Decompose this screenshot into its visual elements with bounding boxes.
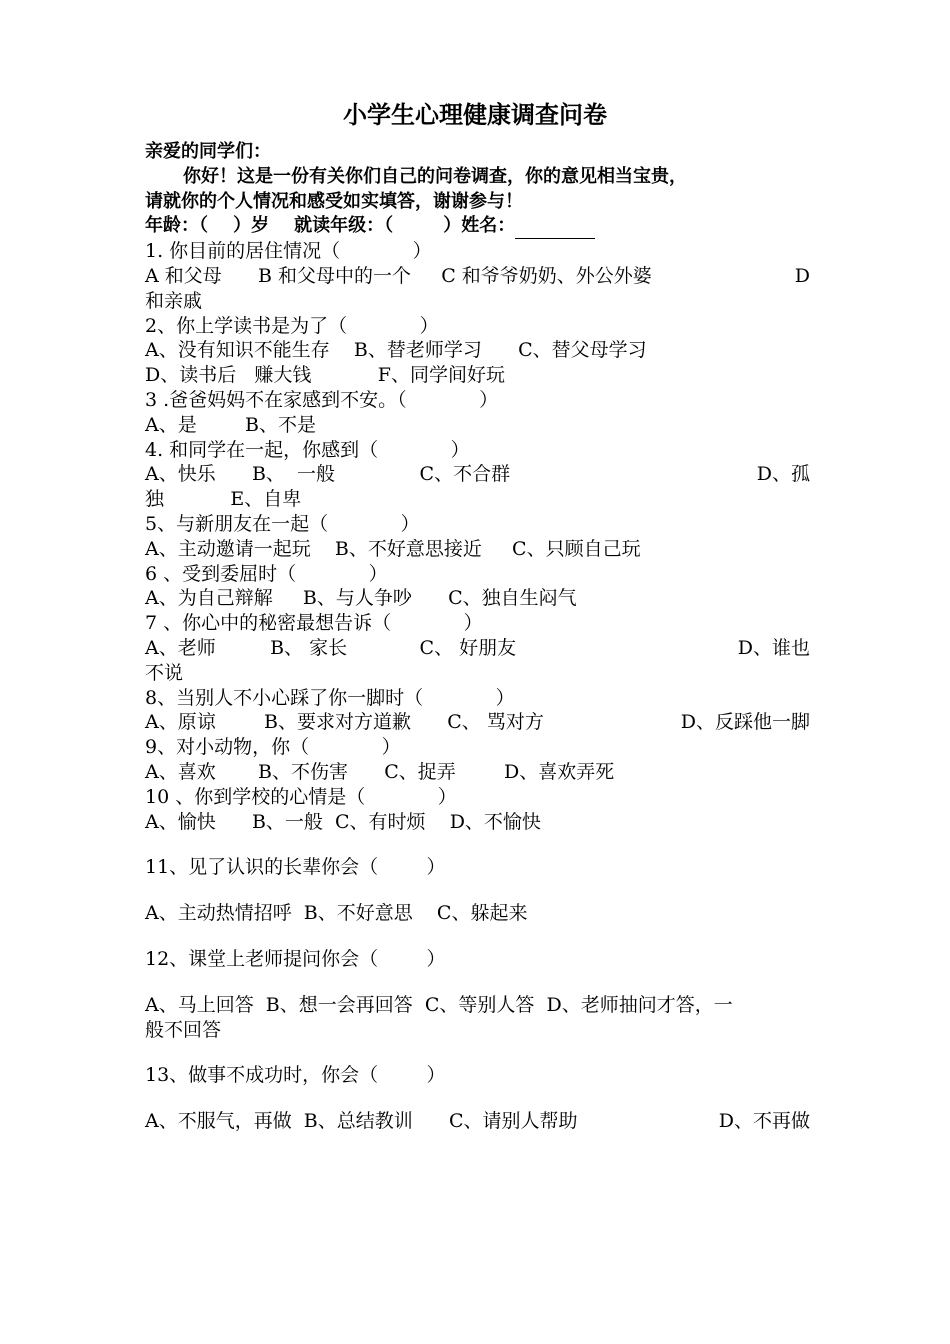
answer-8-left: A、原谅 B、要求对方道歉 C、 骂对方 [145, 711, 544, 734]
answer-8-right: D、反踩他一脚 [680, 711, 810, 734]
info-prefix: 年龄：（ ）岁 就读年级：（ ）姓名： [145, 215, 516, 237]
spacer [145, 1088, 810, 1109]
answer-4-row [145, 462, 810, 487]
answer-1-right: D [794, 264, 810, 287]
answer-4-left: A、快乐 B、 一般 C、不合群 [145, 463, 511, 486]
question-13: 13、做事不成功时，你会（ ） [145, 1064, 446, 1087]
spacer [145, 1042, 810, 1063]
answer-3: A、是 B、不是 [145, 413, 317, 436]
answer-13-left: A、不服气，再做 B、总结教训 C、请别人帮助 [145, 1110, 578, 1133]
name-blank[interactable] [515, 220, 595, 239]
spacer [145, 972, 810, 993]
answer-1-cont: 和亲戚 [145, 289, 203, 312]
survey-body [145, 140, 810, 1134]
survey-title: 小学生心理健康调查问卷 [343, 101, 607, 129]
question-3: 3 .爸爸妈妈不在家感到不安。（ ） [145, 388, 499, 411]
answer-2-row-2: D、读书后 赚大钱 F、同学间好玩 [145, 364, 505, 387]
answer-2-row-1: A、没有知识不能生存 B、替老师学习 C、替父母学习 [145, 339, 647, 362]
answer-1-left: A 和父母 B 和父母中的一个 C 和爷爷奶奶、外公外婆 [145, 264, 652, 287]
question-8: 8、当别人不小心踩了你一脚时（ ） [145, 686, 515, 709]
answer-7-row [145, 636, 810, 661]
question-6: 6 、受到委屈时（ ） [145, 562, 388, 585]
question-11: 11、见了认识的长辈你会（ ） [145, 856, 446, 879]
question-10: 10 、你到学校的心情是（ ） [145, 785, 457, 808]
question-4: 4. 和同学在一起，你感到（ ） [145, 438, 470, 461]
answer-1-row [145, 264, 810, 289]
question-7: 7 、你心中的秘密最想告诉（ ） [145, 612, 483, 635]
question-1: 1. 你目前的居住情况（ ） [145, 240, 432, 263]
question-12: 12、课堂上老师提问你会（ ） [145, 947, 446, 970]
spacer [145, 834, 810, 855]
answer-10: A、愉快 B、一般 C、有时烦 D、不愉快 [145, 810, 541, 833]
question-9: 9、对小动物，你（ ） [145, 736, 401, 759]
intro-line-2: 请就你的个人情况和感受如实填答，谢谢参与！ [145, 190, 523, 212]
answer-7-cont: 不说 [145, 661, 184, 684]
answer-12-row-1: A、马上回答 B、想一会再回答 C、等别人答 D、老师抽问才答，一 [145, 993, 733, 1016]
answer-8-row [145, 710, 810, 735]
answer-11: A、主动热情招呼 B、不好意思 C、躲起来 [145, 902, 528, 925]
answer-12-row-2: 般不回答 [145, 1018, 222, 1041]
spacer [145, 880, 810, 901]
spacer [145, 926, 810, 947]
info-line [145, 214, 810, 239]
question-2: 2、你上学读书是为了（ ） [145, 314, 439, 337]
answer-7-left: A、老师 B、 家长 C、 好朋友 [145, 636, 517, 659]
question-5: 5、与新朋友在一起（ ） [145, 512, 420, 535]
answer-5: A、主动邀请一起玩 B、不好意思接近 C、只顾自己玩 [145, 537, 641, 560]
answer-7-right: D、谁也 [737, 636, 810, 659]
greeting: 亲爱的同学们： [145, 141, 271, 162]
answer-13-right: D、不再做 [718, 1110, 810, 1133]
answer-4-right: D、孤 [756, 463, 810, 486]
intro-line-1: 你好！这是一份有关你们自己的问卷调查，你的意见相当宝贵， [183, 165, 687, 187]
answer-4-cont: 独 E、自卑 [145, 488, 302, 511]
answer-13-row [145, 1109, 810, 1134]
answer-6: A、为自己辩解 B、与人争吵 C、独自生闷气 [145, 587, 577, 610]
answer-9: A、喜欢 B、不伤害 C、捉弄 D、喜欢弄死 [145, 760, 615, 783]
